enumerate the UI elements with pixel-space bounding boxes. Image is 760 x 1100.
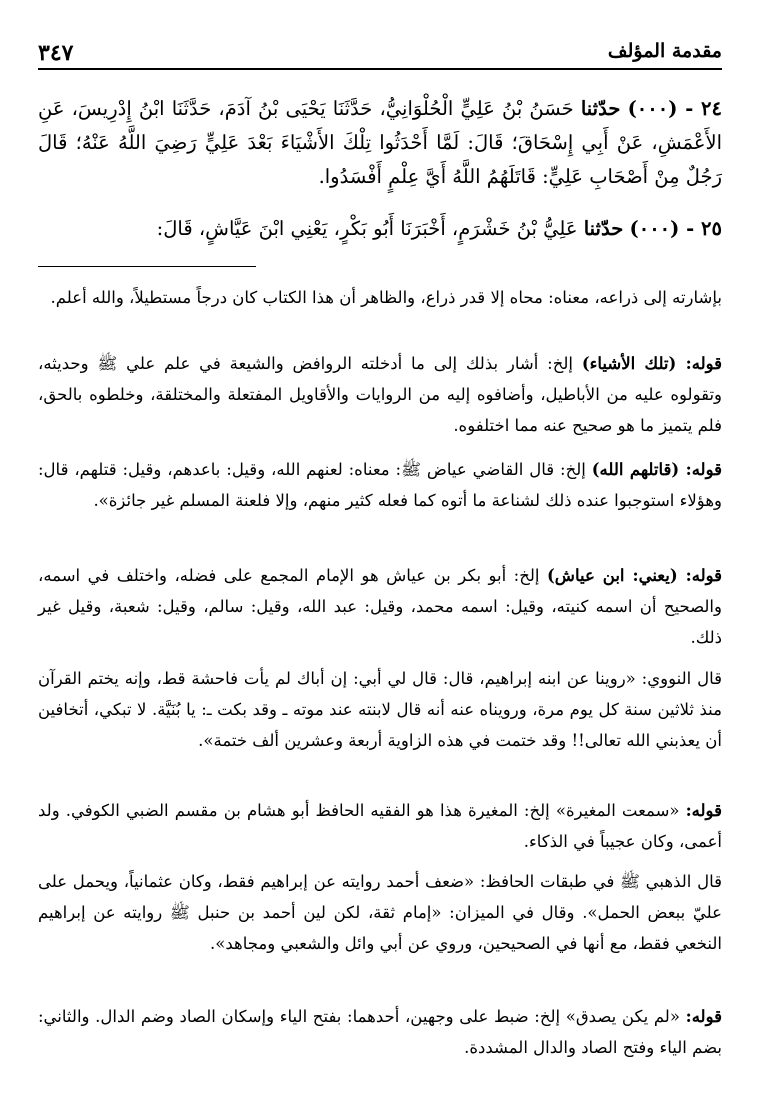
note-1: [38, 282, 722, 313]
note-text: قال الذهبي ﷺ في طبقات الحافظ: «ضعف أحمد روايته عن إبراهيم فقط، وكان عثمانياً، ويحمل على عليّ ببعض الحمل». وقال في الميزان: «إمام ثقة، لكن لين أحمد بن حنبل ﷺ روايته عن إبراهيم النخعي فقط، مع أنها في الصحيحين، وروي عن أبي وائل والشعبي ومجاهد».: [38, 872, 722, 953]
note-text: إلخ: أشار بذلك إلى ما أدخلته الروافض والشيعة في علم علي ﷺ وحديثه، وتقولوه عليه من الأباطيل، وأضافوه إليه من الروايات والأقاويل المفتعلة والمختلقة، وخلطوه بالحق، فلم يتميز ما هو صحيح عنه مما اختلفوه.: [38, 354, 722, 435]
note-text: إلخ: أبو بكر بن عياش هو الإمام المجمع على فضله، واختلف في اسمه، والصحيح أن اسمه كنيته، وقيل: اسمه محمد، وقيل: عبد الله، وقيل: سالم، وقيل: شعبة، وقيل غير ذلك.: [38, 566, 722, 647]
page-number: ٣٤٧: [38, 40, 74, 66]
hadith-number: ٢٤ - (٠٠٠): [627, 97, 722, 120]
note-8: [38, 1001, 722, 1063]
note-lead: قوله: (قاتلهم الله): [591, 460, 722, 479]
note-text: «سمعت المغيرة» إلخ: المغيرة هذا هو الفقيه الحافظ أبو هشام بن مقسم الضبي الكوفي. ولد أعمى، وكان عجيباً في الذكاء.: [38, 801, 722, 851]
note-6: [38, 795, 722, 857]
hadith-text: عَلِيُّ بْنُ خَشْرَمٍ، أَخْبَرَنَا أَبُو بَكْرٍ، يَعْنِي ابْنَ عَيَّاشٍ، قَالَ:: [156, 217, 578, 240]
note-lead: قوله:: [685, 1007, 722, 1026]
footnote-separator: [38, 266, 256, 267]
hadith-number: ٢٥ - (٠٠٠): [629, 217, 722, 240]
page-header: [38, 38, 722, 70]
note-text: «لم يكن يصدق» إلخ: ضبط على وجهين، أحدهما: بفتح الياء وإسكان الصاد وضم الدال. والثاني: بضم الياء وفتح الصاد والدال المشددة.: [38, 1007, 722, 1057]
note-lead: قوله:: [685, 801, 722, 820]
hadith-text: حَسَنُ بْنُ عَلِيٍّ الْحُلْوَانِيُّ، حَدَّثَنَا يَحْيَى بْنُ آدَمَ، حَدَّثَنَا ابْنُ إِدْرِيسَ، عَنِ الأَعْمَشِ، عَنْ أَبِي إِسْحَاقَ؛ قَالَ: لَمَّا أَحْدَثُوا تِلْكَ الأَشْيَاءَ بَعْدَ عَلِيٍّ رَضِيَ اللَّهُ عَنْهُ؛ قَالَ رَجُلٌ مِنْ أَصْحَابِ عَلِيٍّ: قَاتَلَهُمُ اللَّهُ أَيَّ عِلْمٍ أَفْسَدُوا.: [38, 97, 722, 188]
note-7: [38, 866, 722, 959]
hadith-25: [38, 212, 722, 246]
hadith-label: حدّثنا: [580, 97, 621, 120]
hadith-24: [38, 92, 722, 194]
note-4: [38, 560, 722, 653]
chapter-title: مقدمة المؤلف: [607, 40, 722, 62]
note-lead: قوله: (تلك الأشياء): [581, 354, 723, 373]
note-text: قال النووي: «روينا عن ابنه إبراهيم، قال: قال لي أبي: إن أباك لم يأت فاحشة قط، وإنه يختم القرآن منذ ثلاثين سنة كل يوم مرة، ورويناه عنه أنه قال لابنته عند موته ـ وقد بكت ـ: يا بُنَيَّة. لا تبكي، أتخافين أن يعذبني الله تعالى!! وقد ختمت في هذه الزاوية أربعة وعشرين ألف ختمة».: [38, 669, 722, 750]
note-3: [38, 454, 722, 516]
note-text: بإشارته إلى ذراعه، معناه: محاه إلا قدر ذراع، والظاهر أن هذا الكتاب كان درجاً مستطيلاً، والله أعلم.: [50, 288, 722, 307]
note-text: إلخ: قال القاضي عياض ﷺ: معناه: لعنهم الله، وقيل: باعدهم، وقيل: قتلهم، قال: وهؤلاء استوجبوا عنده ذلك لشناعة ما أتوه كما فعله كثير منهم، وإلا فلعنة المسلم غير جائزة».: [38, 460, 722, 510]
note-2: [38, 348, 722, 441]
hadith-label: حدّثنا: [583, 217, 624, 240]
note-5: [38, 663, 722, 756]
note-lead: قوله: (يعني: ابن عياش): [547, 566, 723, 585]
